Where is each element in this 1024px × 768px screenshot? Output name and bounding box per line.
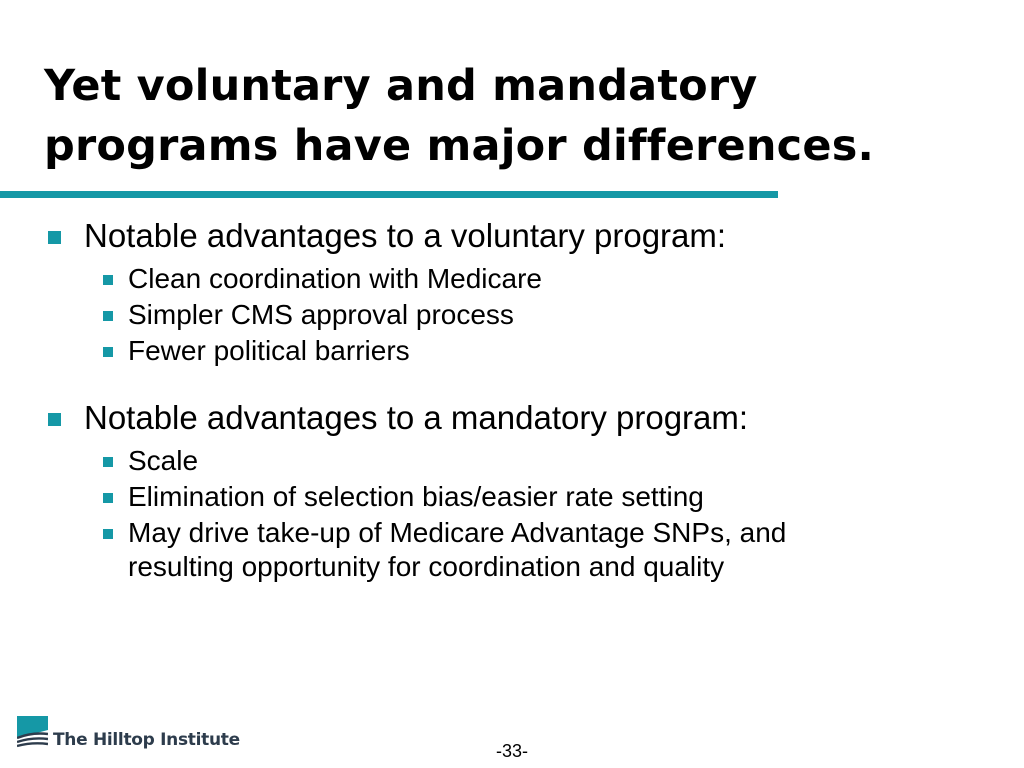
square-bullet-icon: [48, 413, 61, 426]
sub-bullet-text: Fewer political barriers: [128, 335, 410, 366]
hilltop-logo-icon: [17, 716, 48, 750]
sub-bullet-text: Elimination of selection bias/easier rate setting: [128, 481, 704, 512]
page-number: -33-: [495, 741, 528, 761]
sub-bullet-text: Scale: [128, 445, 199, 476]
square-bullet-icon: [103, 529, 113, 539]
square-bullet-icon: [103, 275, 113, 285]
sub-bullet-text: Clean coordination with Medicare: [128, 263, 542, 294]
square-bullet-icon: [103, 347, 113, 357]
sub-bullet-item: [92, 442, 988, 478]
square-bullet-icon: [48, 231, 61, 244]
sub-bullet-list: [84, 260, 988, 368]
title-divider: [0, 191, 778, 198]
logo-text: The Hilltop Institute: [53, 730, 240, 750]
sub-bullet-item: [92, 332, 988, 368]
sub-bullet-list: [84, 442, 988, 584]
sub-bullet-item: [92, 260, 988, 296]
sub-bullet-item: [92, 478, 988, 514]
square-bullet-icon: [103, 457, 113, 467]
square-bullet-icon: [103, 311, 113, 321]
sub-bullet-text: Simpler CMS approval process: [128, 299, 514, 330]
sub-bullet-text: May drive take-up of Medicare Advantage SNPs, and resulting opportunity for coordination and quality: [128, 517, 787, 582]
sub-bullet-item: [92, 514, 888, 584]
bullet-item-voluntary: [48, 212, 988, 368]
bullet-heading: Notable advantages to a voluntary program:: [84, 217, 727, 254]
bullet-list: [48, 212, 988, 584]
sub-bullet-item: [92, 296, 988, 332]
bullet-item-mandatory: [48, 394, 988, 584]
bullet-heading: Notable advantages to a mandatory program:: [84, 399, 749, 436]
square-bullet-icon: [103, 493, 113, 503]
slide-title: Yet voluntary and mandatory programs have major differences.: [44, 61, 875, 171]
hilltop-logo: [17, 716, 247, 752]
